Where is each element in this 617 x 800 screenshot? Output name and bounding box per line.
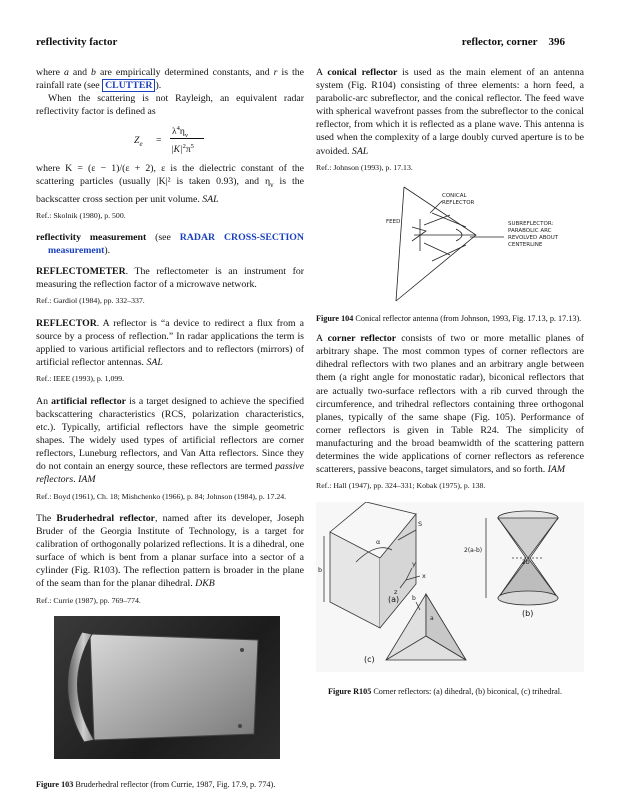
figure-104-caption: Figure 104 Conical reflector antenna (from Johnson, 1993, Fig. 17.13, p. 17.13). [316,314,582,324]
running-head-right [462,36,565,48]
bruderhedral-illustration [54,616,280,759]
conical-reflector-entry: A conical reflector is used as the main element of an antenna system (Fig. R104) consisting of three elements: a horn feed, a parabolic-arc subreflector, and the conical reflector. The feed wave with spherical wavefront passes from the subreflector to the conical reflector, from which it is reflected as a plane wave. This antenna is used when the complexity of a large doubly curved aperture is to be avoided. SAL [316,67,585,157]
reference: Ref.: Boyd (1961), Ch. 18; Mishchenko (1966), p. 84; Johnson (1984), p. 17.24. [36,491,287,501]
figure-105-caption: Figure R105 Corner reflectors: (a) dihedral, (b) biconical, (c) trihedral. [328,686,563,696]
label-conical: CONICAL [442,193,467,200]
corner-reflectors-diagram [316,502,584,672]
running-head-left: reflectivity factor [36,36,118,48]
equivalent-reflectivity-paragraph: When the scattering is not Rayleigh, an equivalent radar reflectivity factor is defined as [36,93,304,118]
label-a-trihedral: a [430,614,434,622]
label-x: x [422,571,426,580]
clutter-link[interactable]: CLUTTER [102,79,155,92]
reference: Ref.: Hall (1947), pp. 324–331; Kobak (1975), p. 138. [316,481,486,491]
label-revolved: REVOLVED ABOUT [508,235,559,242]
label-b-dihedral: b [318,565,323,574]
label-subreflector: SUBREFLECTOR: [508,221,554,228]
label-b-trihedral: b [412,594,416,602]
label-y: y [412,559,416,568]
reflectivity-measurement-entry: reflectivity measurement (see RADAR CROSS-SECTION measurement). [36,232,304,257]
label-2b: 2b [522,558,530,566]
reference: Ref.: Currie (1987), pp. 769–774. [36,595,141,605]
label-a: (a) [388,594,400,604]
right-column [316,66,584,697]
radar-cross-section-link[interactable]: RADAR CROSS-SECTION measurement [48,232,304,257]
bruderhedral-photo [54,616,280,759]
label-feed: FEED [386,219,401,226]
label-parabolic-arc: PARABOLIC ARC [508,228,552,235]
label-alpha: α [376,537,381,546]
reflectivity-equation: $Z_e$ = $\lambda^4\eta_v$ $|K|^2\pi^5$ [36,122,304,158]
reflectometer-entry: REFLECTOMETER. The reflectometer is an instrument for measuring the reflection factor of a microwave network. [36,266,304,291]
label-reflector: REFLECTOR [442,200,475,207]
reference: Ref.: Skolnik (1980), p. 500. [36,210,126,220]
reference: Ref.: Gardiol (1984), pp. 332–337. [36,296,145,306]
label-z: z [394,587,398,596]
label-s: S [418,519,423,528]
label-2ab: 2(a-b) [464,546,483,554]
label-c: (c) [364,654,375,664]
dielectric-paragraph: where K = (ε − 1)/(ε + 2), ε is the dielectric constant of the scattering particles (usually |K|² is taken 0.93), and $\eta_v$ is the backscatter cross section per unit volume. SAL [36,163,304,205]
reference: Ref.: Johnson (1993), p. 17.13. [316,162,413,172]
left-column [36,66,304,790]
conical-reflector-diagram [316,183,584,303]
label-b: (b) [522,608,534,618]
corner-reflector-entry: A corner reflector consists of two or more metallic planes of arbitrary shape. The most common types of corner reflectors are dihedral reflectors with two planes and an arbitrary angle between them (a right angle for monostatic radar), biconical reflectors that are actually two-surface reflectors with a rib curved through the circumference, and trihedral reflectors containing three orthogonal planes, typically of the same shape (Fig. 105). Performance of corner reflectors is given in Table R24. The simplicity of manufacturing and the broad beamwidth of the scattering pattern determines the wide applications of corner reflectors as reference scatterers, passive beacons, target simulators, and so forth. IAM [316,333,584,476]
bruderhedral-entry: The Bruderhedral reflector, named after its developer, Joseph Bruder of the Georgia Institute of Technology, is a target for calibration of orthogonally polarized reflections. It is a dihedral, one surface of which is bent from a planar surface into a sector of a cylinder (Fig. R103). The reflection pattern is broader in the plane of the seam than for the planar dihedral. DKB [36,513,304,590]
running-head-topic: reflector, corner [461,36,538,48]
reference: Ref.: IEEE (1993), p. 1,099. [36,374,125,384]
label-centerline: CENTERLINE [508,242,543,249]
rainfall-paragraph: where a and b are empirically determined constants, and r is the rainfall rate (see CLUTTER ). [36,67,305,92]
reflector-entry: REFLECTOR. A reflector is “a device to redirect a flux from a source by a process of reflection.” In radar applications the term is applied to various artificial reflectors and to reflectors (mirrors) of artificial reflector antennas. SAL [36,317,304,369]
artificial-reflector-entry: An artificial reflector is a target designed to achieve the specified backscattering characteristics (RCS, polarization characteristics, etc.). Typically, artificial reflectors have the simple geometric shapes. The widely used types of artificial reflectors are corner reflectors, Luneburg reflectors, and Van Atta reflectors. Since they do not contain an energy source, these reflectors are termed passive reflectors. IAM [36,395,304,486]
figure-103-caption: Figure 103 Bruderhedral reflector (from Currie, 1987, Fig. 17.9, p. 774). [36,780,276,790]
page-number: 396 [548,36,565,48]
